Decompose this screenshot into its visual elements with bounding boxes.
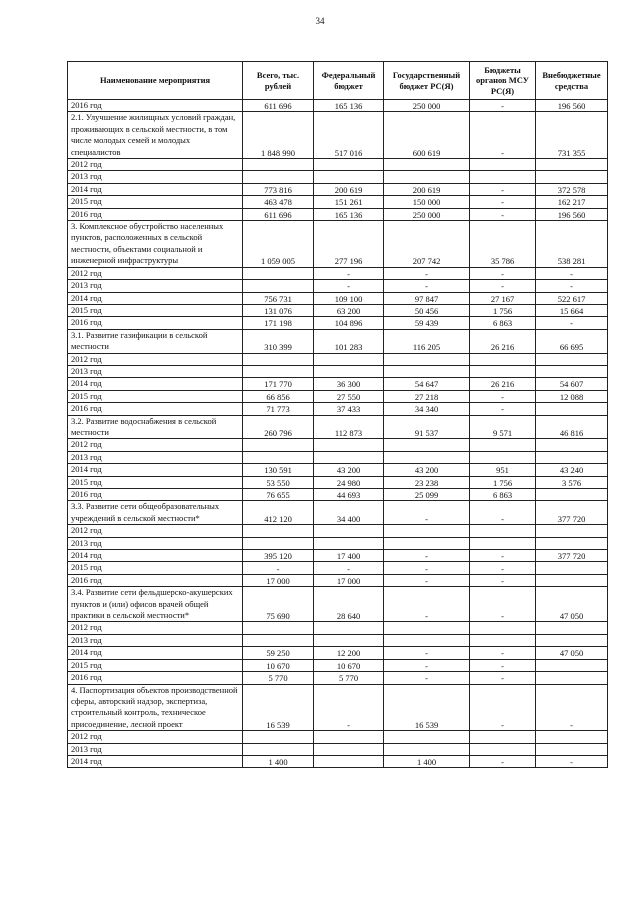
table-row (68, 574, 608, 586)
section-row (68, 684, 608, 731)
cell-total: 611 696 (243, 100, 314, 112)
row-name: 3.3. Развитие сети общеобразовательных учреждений в сельской местности* (68, 501, 243, 525)
cell-total (243, 171, 314, 183)
row-name: 2013 год (68, 171, 243, 183)
cell-municipal: - (470, 574, 536, 586)
table-row (68, 672, 608, 684)
cell-federal: 112 873 (314, 415, 384, 439)
cell-total (243, 537, 314, 549)
row-name: 2016 год (68, 100, 243, 112)
cell-total: - (243, 562, 314, 574)
cell-extra (536, 537, 608, 549)
cell-total: 171 198 (243, 317, 314, 329)
row-name: 2015 год (68, 390, 243, 402)
cell-federal: 165 136 (314, 100, 384, 112)
cell-state (384, 537, 470, 549)
table-row (68, 647, 608, 659)
section-row (68, 415, 608, 439)
cell-state: 23 238 (384, 476, 470, 488)
cell-federal (314, 353, 384, 365)
cell-extra (536, 439, 608, 451)
cell-municipal (470, 743, 536, 755)
cell-total: 59 250 (243, 647, 314, 659)
cell-total: 611 696 (243, 208, 314, 220)
cell-total (243, 365, 314, 377)
cell-extra: - (536, 755, 608, 767)
row-name: 2014 год (68, 292, 243, 304)
cell-federal: 27 550 (314, 390, 384, 402)
cell-municipal (470, 634, 536, 646)
cell-municipal: - (470, 587, 536, 622)
table-row (68, 403, 608, 415)
cell-total (243, 280, 314, 292)
cell-federal: - (314, 280, 384, 292)
row-name: 2.1. Улучшение жилищных условий граждан, проживающих в сельской местности, в том числе молодых семей и молодых специалистов (68, 112, 243, 159)
row-name: 2012 год (68, 439, 243, 451)
row-name: 2013 год (68, 280, 243, 292)
cell-federal: 277 196 (314, 221, 384, 268)
cell-municipal (470, 451, 536, 463)
cell-extra: 377 720 (536, 501, 608, 525)
table-row (68, 537, 608, 549)
cell-total: 53 550 (243, 476, 314, 488)
cell-extra (536, 353, 608, 365)
cell-municipal: - (470, 280, 536, 292)
table-row (68, 476, 608, 488)
cell-total: 10 670 (243, 659, 314, 671)
cell-state: 207 742 (384, 221, 470, 268)
cell-federal (314, 365, 384, 377)
cell-state: 54 647 (384, 378, 470, 390)
row-name: 2016 год (68, 403, 243, 415)
cell-federal: 36 300 (314, 378, 384, 390)
cell-municipal: 35 786 (470, 221, 536, 268)
cell-state: 97 847 (384, 292, 470, 304)
table-row (68, 562, 608, 574)
cell-extra: - (536, 280, 608, 292)
cell-federal: 200 619 (314, 183, 384, 195)
cell-federal: 5 770 (314, 672, 384, 684)
cell-state: - (384, 501, 470, 525)
table-row (68, 743, 608, 755)
table-row (68, 634, 608, 646)
table-row (68, 183, 608, 195)
cell-extra: - (536, 317, 608, 329)
section-row (68, 501, 608, 525)
cell-state: - (384, 550, 470, 562)
cell-federal: 43 200 (314, 464, 384, 476)
table-header-row (68, 62, 608, 100)
cell-municipal: 6 863 (470, 317, 536, 329)
table-row (68, 550, 608, 562)
cell-state (384, 634, 470, 646)
cell-total: 310 399 (243, 329, 314, 353)
table-row (68, 451, 608, 463)
cell-state (384, 451, 470, 463)
cell-extra: 731 355 (536, 112, 608, 159)
cell-extra: 54 607 (536, 378, 608, 390)
cell-state: 250 000 (384, 100, 470, 112)
cell-extra: 47 050 (536, 647, 608, 659)
cell-extra: 162 217 (536, 196, 608, 208)
row-name: 3.4. Развитие сети фельдшерско-акушерских пунктов и (или) офисов врачей общей практики в сельской местности* (68, 587, 243, 622)
cell-total: 260 796 (243, 415, 314, 439)
cell-federal (314, 439, 384, 451)
cell-federal: - (314, 684, 384, 731)
cell-federal (314, 622, 384, 634)
cell-extra (536, 659, 608, 671)
table-row (68, 171, 608, 183)
row-name: 2012 год (68, 525, 243, 537)
cell-federal: 10 670 (314, 659, 384, 671)
cell-extra: 46 816 (536, 415, 608, 439)
row-name: 2013 год (68, 743, 243, 755)
cell-extra: - (536, 684, 608, 731)
row-name: 2016 год (68, 489, 243, 501)
cell-total: 1 400 (243, 755, 314, 767)
cell-state: - (384, 672, 470, 684)
table-row (68, 390, 608, 402)
cell-state: - (384, 267, 470, 279)
row-name: 2012 год (68, 622, 243, 634)
cell-total: 463 478 (243, 196, 314, 208)
cell-federal: 104 896 (314, 317, 384, 329)
row-name: 3.2. Развитие водоснабжения в сельской местности (68, 415, 243, 439)
cell-federal: 12 200 (314, 647, 384, 659)
cell-extra: 3 576 (536, 476, 608, 488)
cell-extra (536, 634, 608, 646)
cell-federal (314, 731, 384, 743)
cell-municipal: - (470, 196, 536, 208)
cell-federal: 17 400 (314, 550, 384, 562)
cell-state: 43 200 (384, 464, 470, 476)
cell-municipal: - (470, 501, 536, 525)
cell-extra (536, 403, 608, 415)
table-row (68, 353, 608, 365)
cell-extra: 43 240 (536, 464, 608, 476)
cell-state (384, 439, 470, 451)
cell-total: 5 770 (243, 672, 314, 684)
table-row (68, 378, 608, 390)
cell-total: 171 770 (243, 378, 314, 390)
cell-municipal: - (470, 672, 536, 684)
cell-total: 131 076 (243, 304, 314, 316)
cell-extra (536, 489, 608, 501)
cell-total: 75 690 (243, 587, 314, 622)
cell-extra: 377 720 (536, 550, 608, 562)
cell-extra: 12 088 (536, 390, 608, 402)
cell-extra (536, 622, 608, 634)
table-row (68, 464, 608, 476)
table-row (68, 489, 608, 501)
cell-federal: 24 980 (314, 476, 384, 488)
cell-extra: 196 560 (536, 208, 608, 220)
cell-municipal: - (470, 100, 536, 112)
cell-extra: 47 050 (536, 587, 608, 622)
cell-extra: 196 560 (536, 100, 608, 112)
cell-state (384, 365, 470, 377)
cell-federal: - (314, 267, 384, 279)
section-row (68, 112, 608, 159)
cell-federal (314, 159, 384, 171)
cell-total (243, 622, 314, 634)
cell-state: 250 000 (384, 208, 470, 220)
cell-state: 116 205 (384, 329, 470, 353)
cell-total (243, 439, 314, 451)
cell-municipal: 6 863 (470, 489, 536, 501)
row-name: 2014 год (68, 183, 243, 195)
cell-municipal: - (470, 755, 536, 767)
table-row (68, 304, 608, 316)
row-name: 3.1. Развитие газификации в сельской местности (68, 329, 243, 353)
cell-total (243, 451, 314, 463)
cell-federal (314, 171, 384, 183)
cell-state: 34 340 (384, 403, 470, 415)
cell-state: 600 619 (384, 112, 470, 159)
section-row (68, 587, 608, 622)
row-name: 2014 год (68, 464, 243, 476)
row-name: 2016 год (68, 317, 243, 329)
cell-federal: 517 016 (314, 112, 384, 159)
cell-total (243, 634, 314, 646)
cell-state: 59 439 (384, 317, 470, 329)
row-name: 2013 год (68, 451, 243, 463)
cell-federal: 109 100 (314, 292, 384, 304)
row-name: 2014 год (68, 755, 243, 767)
cell-state: - (384, 659, 470, 671)
cell-total: 16 539 (243, 684, 314, 731)
cell-total: 17 000 (243, 574, 314, 586)
cell-state: 91 537 (384, 415, 470, 439)
cell-municipal: - (470, 562, 536, 574)
cell-municipal: - (470, 208, 536, 220)
cell-state: 16 539 (384, 684, 470, 731)
table-row (68, 439, 608, 451)
table-row (68, 280, 608, 292)
cell-federal: 17 000 (314, 574, 384, 586)
cell-state: - (384, 280, 470, 292)
cell-total: 773 816 (243, 183, 314, 195)
cell-extra (536, 451, 608, 463)
cell-total: 71 773 (243, 403, 314, 415)
cell-total (243, 743, 314, 755)
cell-municipal (470, 525, 536, 537)
cell-municipal: - (470, 183, 536, 195)
cell-municipal: 27 167 (470, 292, 536, 304)
cell-extra: - (536, 267, 608, 279)
cell-federal: 28 640 (314, 587, 384, 622)
cell-state (384, 525, 470, 537)
cell-municipal: - (470, 267, 536, 279)
cell-federal (314, 537, 384, 549)
row-name: 2012 год (68, 159, 243, 171)
cell-total: 412 120 (243, 501, 314, 525)
row-name: 2014 год (68, 378, 243, 390)
header-state: Государственный бюджет РС(Я) (384, 62, 470, 100)
cell-municipal: 951 (470, 464, 536, 476)
cell-extra (536, 525, 608, 537)
cell-state (384, 353, 470, 365)
cell-total (243, 159, 314, 171)
table-row (68, 292, 608, 304)
cell-total: 1 848 990 (243, 112, 314, 159)
cell-state (384, 159, 470, 171)
header-total: Всего, тыс. рублей (243, 62, 314, 100)
cell-municipal (470, 439, 536, 451)
cell-municipal: 9 571 (470, 415, 536, 439)
cell-municipal (470, 622, 536, 634)
cell-state: 150 000 (384, 196, 470, 208)
row-name: 2016 год (68, 208, 243, 220)
row-name: 2015 год (68, 659, 243, 671)
cell-state: - (384, 647, 470, 659)
cell-extra: 66 695 (536, 329, 608, 353)
cell-state: 1 400 (384, 755, 470, 767)
cell-total (243, 353, 314, 365)
cell-municipal (470, 731, 536, 743)
table-row (68, 659, 608, 671)
cell-federal: 37 433 (314, 403, 384, 415)
cell-total: 756 731 (243, 292, 314, 304)
cell-federal (314, 755, 384, 767)
row-name: 2013 год (68, 365, 243, 377)
cell-total: 66 856 (243, 390, 314, 402)
row-name: 3. Комплексное обустройство населенных пунктов, расположенных в сельской местности, объектами социальной и инженерной инфраструктуры (68, 221, 243, 268)
cell-federal: 101 283 (314, 329, 384, 353)
cell-total (243, 267, 314, 279)
cell-state (384, 171, 470, 183)
cell-municipal: 26 216 (470, 378, 536, 390)
cell-state: - (384, 574, 470, 586)
cell-federal: 165 136 (314, 208, 384, 220)
table-row (68, 525, 608, 537)
cell-federal (314, 451, 384, 463)
row-name: 2014 год (68, 550, 243, 562)
row-name: 2014 год (68, 647, 243, 659)
cell-extra (536, 574, 608, 586)
cell-extra (536, 731, 608, 743)
cell-municipal (470, 171, 536, 183)
cell-state: 27 218 (384, 390, 470, 402)
cell-extra: 15 664 (536, 304, 608, 316)
cell-municipal (470, 353, 536, 365)
header-name: Наименование мероприятия (68, 62, 243, 100)
cell-municipal: - (470, 112, 536, 159)
cell-extra (536, 743, 608, 755)
cell-extra (536, 672, 608, 684)
cell-extra (536, 171, 608, 183)
table-row (68, 159, 608, 171)
cell-total: 76 655 (243, 489, 314, 501)
row-name: 2016 год (68, 574, 243, 586)
cell-municipal: - (470, 659, 536, 671)
cell-municipal (470, 537, 536, 549)
header-federal: Федеральный бюджет (314, 62, 384, 100)
row-name: 2016 год (68, 672, 243, 684)
cell-municipal: - (470, 550, 536, 562)
cell-federal: 44 693 (314, 489, 384, 501)
row-name: 2013 год (68, 537, 243, 549)
cell-total: 1 059 005 (243, 221, 314, 268)
cell-extra: 538 281 (536, 221, 608, 268)
table-row (68, 208, 608, 220)
cell-municipal: 1 756 (470, 476, 536, 488)
section-row (68, 221, 608, 268)
cell-federal (314, 525, 384, 537)
row-name: 2012 год (68, 353, 243, 365)
page-number: 34 (315, 16, 325, 26)
cell-extra: 522 617 (536, 292, 608, 304)
cell-federal (314, 743, 384, 755)
table-row (68, 731, 608, 743)
cell-state: 25 099 (384, 489, 470, 501)
budget-table (67, 61, 608, 768)
cell-state (384, 622, 470, 634)
cell-municipal: 1 756 (470, 304, 536, 316)
table-row (68, 365, 608, 377)
row-name: 2015 год (68, 304, 243, 316)
cell-state: - (384, 562, 470, 574)
header-municipal: Бюджеты органов МСУ РС(Я) (470, 62, 536, 100)
cell-municipal: - (470, 684, 536, 731)
cell-federal: 34 400 (314, 501, 384, 525)
cell-total (243, 731, 314, 743)
cell-municipal: - (470, 403, 536, 415)
cell-municipal: - (470, 647, 536, 659)
cell-total (243, 525, 314, 537)
cell-federal: - (314, 562, 384, 574)
table-row (68, 196, 608, 208)
row-name: 2012 год (68, 731, 243, 743)
section-row (68, 329, 608, 353)
row-name: 4. Паспортизация объектов производственной сферы, авторский надзор, экспертиза, строительный контроль, техническое присоединение, лесной проект (68, 684, 243, 731)
cell-extra (536, 159, 608, 171)
table-row (68, 317, 608, 329)
header-extra: Внебюджетные средства (536, 62, 608, 100)
row-name: 2013 год (68, 634, 243, 646)
cell-state: - (384, 587, 470, 622)
table-row (68, 267, 608, 279)
row-name: 2015 год (68, 196, 243, 208)
cell-federal: 63 200 (314, 304, 384, 316)
cell-state: 200 619 (384, 183, 470, 195)
cell-state (384, 731, 470, 743)
table-row (68, 100, 608, 112)
cell-municipal: 26 216 (470, 329, 536, 353)
table-body (68, 100, 608, 768)
cell-total: 395 120 (243, 550, 314, 562)
row-name: 2012 год (68, 267, 243, 279)
row-name: 2015 год (68, 476, 243, 488)
cell-federal: 151 261 (314, 196, 384, 208)
row-name: 2015 год (68, 562, 243, 574)
table-row (68, 622, 608, 634)
cell-state (384, 743, 470, 755)
cell-municipal: - (470, 390, 536, 402)
table-row (68, 755, 608, 767)
cell-federal (314, 634, 384, 646)
cell-extra (536, 562, 608, 574)
cell-state: 50 456 (384, 304, 470, 316)
cell-extra: 372 578 (536, 183, 608, 195)
cell-municipal (470, 365, 536, 377)
cell-municipal (470, 159, 536, 171)
cell-total: 130 591 (243, 464, 314, 476)
cell-extra (536, 365, 608, 377)
